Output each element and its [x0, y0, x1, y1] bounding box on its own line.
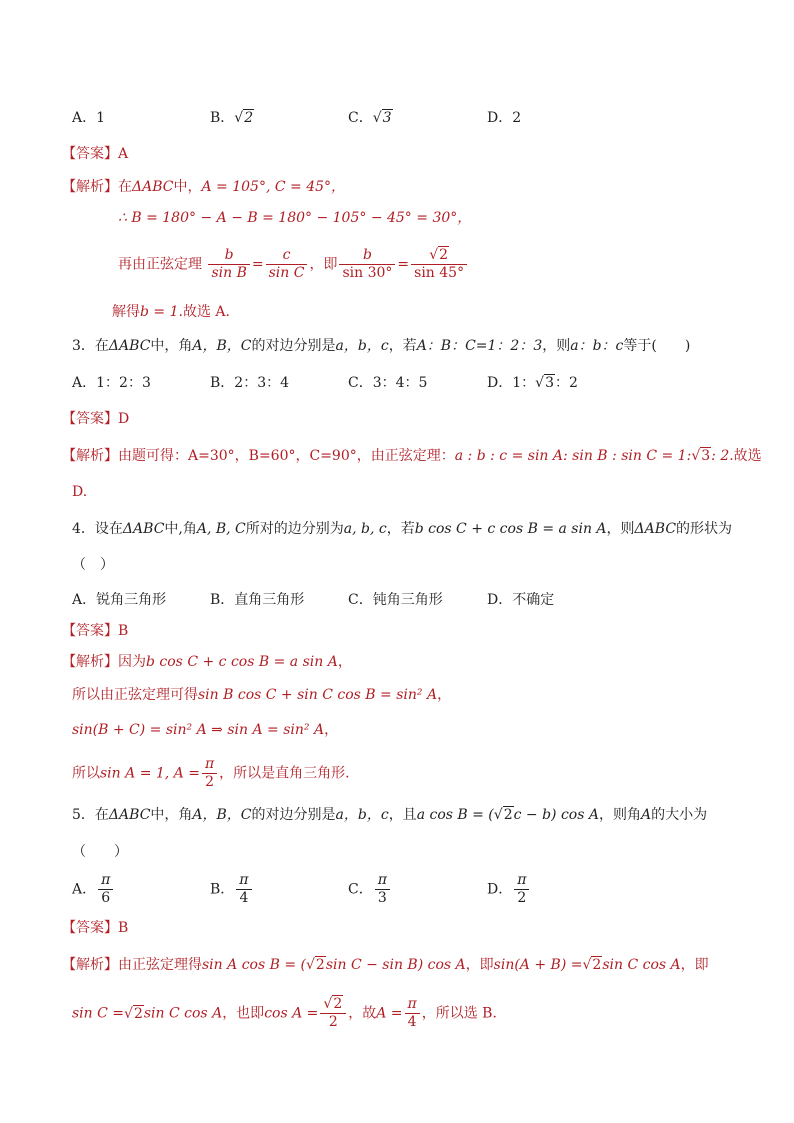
- q5-option-a: A． $\frac{\pi}{6}$: [72, 872, 115, 907]
- q5-option-c: C． $\frac{\pi}{3}$: [348, 872, 392, 907]
- q3-analysis-cont: D.: [72, 484, 88, 500]
- q5-analysis-line1: 【解析】由正弦定理得sin A cos B = (√2sin C − sin B) cos A，即sin(A + B) =√2sin C cos A，即: [62, 957, 709, 973]
- q2-analysis-line3: 再由正弦定理 $\frac{b}{\text{sin B}}$ = $\frac{c}{\text{sin C}}$ ，即 $\frac{b}{\sin 30^\circ}$ = $\frac{√2}{\sin 45^\circ}$: [118, 247, 469, 282]
- q2-analysis-line4: 解得b = 1.故选 A.: [112, 304, 230, 320]
- q4-analysis-line4: 所以sin A = 1, A = $\frac{\pi}{2}$ ，所以是直角三角形.: [72, 756, 350, 790]
- q3-option-c: C．3：4：5: [348, 375, 428, 391]
- q4-option-b: B．直角三角形: [210, 592, 305, 608]
- q4-stem-paren: （ ）: [72, 557, 114, 573]
- q2-option-a: A．1: [72, 110, 106, 126]
- q3-stem: 3．在ΔABC中，角A，B，C的对边分别是a，b，c，若A：B：C=1：2：3，则a：b：c等于( ): [72, 338, 691, 354]
- q4-stem: 4．设在ΔABC中,角A, B, C所对的边分别为a, b, c，若b cos C + c cos B = a sin A，则ΔABC的形状为: [72, 521, 733, 537]
- q5-analysis-line2: sin C =√2sin C cos A，也即cos A = $\frac{√2}{2}$ ，故A = $\frac{\pi}{4}$ ，所以选 B.: [72, 996, 497, 1030]
- q5-stem-paren: （ ）: [72, 844, 128, 860]
- q4-answer: 【答案】B: [62, 623, 129, 639]
- q4-analysis-line3: sin(B + C) = sin² A ⇒ sin A = sin² A，: [72, 722, 339, 738]
- q5-answer: 【答案】B: [62, 920, 129, 936]
- q4-analysis-line2: 所以由正弦定理可得sin B cos C + sin C cos B = sin² A，: [72, 687, 452, 703]
- q4-analysis-line1: 【解析】因为b cos C + c cos B = a sin A，: [62, 654, 352, 670]
- q3-option-a: A．1：2：3: [72, 375, 151, 391]
- q5-stem: 5．在ΔABC中，角A，B，C的对边分别是a，b，c，且a cos B = (√2c − b) cos A，则角A的大小为: [72, 807, 708, 823]
- q3-option-b: B．2：3：4: [210, 375, 290, 391]
- q3-analysis: 【解析】由题可得：A=30°，B=60°，C=90°，由正弦定理：a : b : c = sin A: sin B : sin C = 1:√3: 2.故选: [62, 448, 762, 464]
- q5-option-d: D． $\frac{\pi}{2}$: [487, 872, 531, 907]
- q3-answer: 【答案】D: [62, 411, 130, 427]
- q2-option-c: C．√3: [348, 110, 392, 126]
- q2-analysis-line2: ∴ B = 180° − A − B = 180° − 105° − 45° = 30°，: [118, 210, 472, 226]
- q2-answer: 【答案】A: [62, 146, 129, 162]
- q2-option-d: D．2: [487, 110, 522, 126]
- q3-option-d: D．1：√3：2: [487, 375, 578, 391]
- q4-option-c: C．钝角三角形: [348, 592, 443, 608]
- q4-option-d: D．不确定: [487, 592, 555, 608]
- q2-analysis-line1: 【解析】在ΔABC中，A = 105°, C = 45°，: [62, 179, 346, 195]
- q5-option-b: B． $\frac{\pi}{4}$: [210, 872, 254, 907]
- q2-option-b: B．√2: [210, 110, 254, 126]
- q4-option-a: A．锐角三角形: [72, 592, 167, 608]
